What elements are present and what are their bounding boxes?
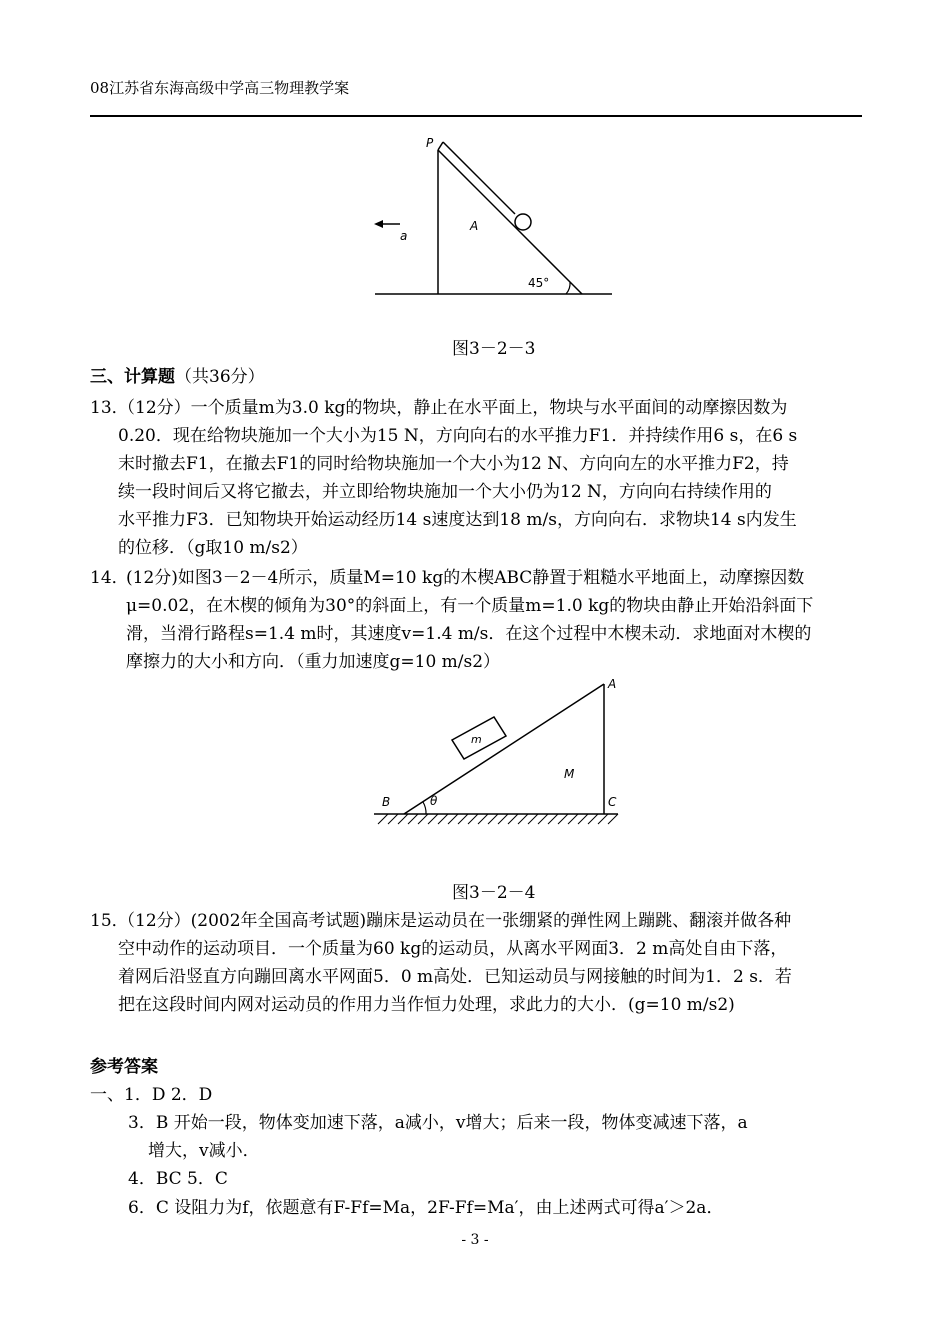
q13-line-4: 续一段时间后又将它撤去，并立即给物块施加一个大小仍为12 N，方向向右持续作用的 (118, 482, 772, 502)
ball (515, 214, 531, 230)
answer-line-4: 4．BC 5．C (128, 1169, 228, 1189)
label-m: m (471, 733, 482, 746)
figure-3-2-3 (370, 132, 620, 302)
answer-line-3: 增大，v减小． (148, 1141, 260, 1161)
angle-arc (566, 282, 570, 294)
figure-caption-3-2-4: 图3－2－4 (452, 883, 536, 903)
incline-line (438, 150, 582, 294)
theta-arc (423, 802, 426, 814)
q15-line-4: 把在这段时间内网对运动员的作用力当作恒力处理，求此力的大小．(g=10 m/s2) (118, 995, 735, 1015)
page-number: - 3 - (461, 1232, 489, 1248)
q13-line-2: 0.20．现在给物块施加一个大小为15 N，方向向右的水平推力F1．并持续作用6 s，在6 s (118, 426, 798, 446)
accel-arrow-head (374, 220, 383, 228)
q14-number: 14． (90, 568, 129, 588)
q13-line-3: 末时撤去F1，在撤去F1的同时给物块施加一个大小为12 N、方向向左的水平推力F2，持 (118, 454, 789, 474)
label-C: C (608, 795, 617, 809)
answer-line-1: 一、1．D 2．D (90, 1085, 213, 1105)
q15-number: 15． (90, 911, 129, 931)
answer-line-2: 3．B 开始一段，物体变加速下落，a减小，v增大；后来一段，物体变减速下落，a (128, 1113, 748, 1133)
q15-line-1: （12分）(2002年全国高考试题)蹦床是运动员在一张绷紧的弹性网上蹦跳、翻滚并做各种 (118, 911, 792, 931)
header-rule (90, 115, 862, 117)
q14-line-1: (12分)如图3－2－4所示，质量M=10 kg的木楔ABC静置于粗糙水平地面上，动摩擦因数 (126, 568, 805, 588)
section-title (90, 362, 265, 387)
label-p: P (426, 136, 434, 150)
label-angle: 45° (528, 276, 550, 290)
rod-line (443, 142, 515, 214)
q13-line-6: 的位移．（g取10 m/s2） (118, 538, 308, 558)
ground-hatch (378, 814, 618, 824)
label-A: A (470, 219, 479, 233)
figure-3-2-4 (368, 672, 628, 832)
q14-line-4: 摩擦力的大小和方向．（重力加速度g=10 m/s2） (126, 652, 501, 672)
rod-top (438, 142, 443, 150)
label-B: B (382, 795, 391, 809)
q15-line-3: 着网后沿竖直方向蹦回离水平网面5．0 m高处．已知运动员与网接触的时间为1．2 s．若 (118, 967, 792, 987)
label-A: A (608, 677, 617, 691)
figure-caption-3-2-3: 图3－2－3 (452, 339, 536, 359)
q13-line-5: 水平推力F3．已知物块开始运动经历14 s速度达到18 m/s，方向向右．求物块14 s内发生 (118, 510, 797, 530)
answers-title: 参考答案 (90, 1057, 158, 1077)
page-header: 08江苏省东海高级中学高三物理教学案 (90, 79, 350, 97)
q13-number: 13． (90, 398, 129, 418)
label-M: M (564, 767, 575, 781)
section-heading: 三、计算题 (90, 367, 175, 387)
q14-line-2: μ=0.02，在木楔的倾角为30°的斜面上，有一个质量m=1.0 kg的物块由静止开始沿斜面下 (126, 596, 814, 616)
q14-line-3: 滑，当滑行路程s=1.4 m时，其速度v=1.4 m/s．在这个过程中木楔未动．求地面对木楔的 (126, 624, 812, 644)
q13-line-1: （12分）一个质量m为3.0 kg的物块，静止在水平面上，物块与水平面间的动摩擦因数为 (118, 398, 788, 418)
q15-line-2: 空中动作的运动项目．一个质量为60 kg的运动员，从离水平网面3．2 m高处自由下落， (118, 939, 788, 959)
answer-line-5: 6．C 设阻力为f，依题意有F-Ff=Ma，2F-Ff=Ma′，由上述两式可得a′＞2a． (128, 1198, 724, 1218)
section-note: （共36分） (175, 367, 265, 387)
label-a-accel: a (400, 229, 408, 243)
label-theta: θ (430, 794, 438, 808)
